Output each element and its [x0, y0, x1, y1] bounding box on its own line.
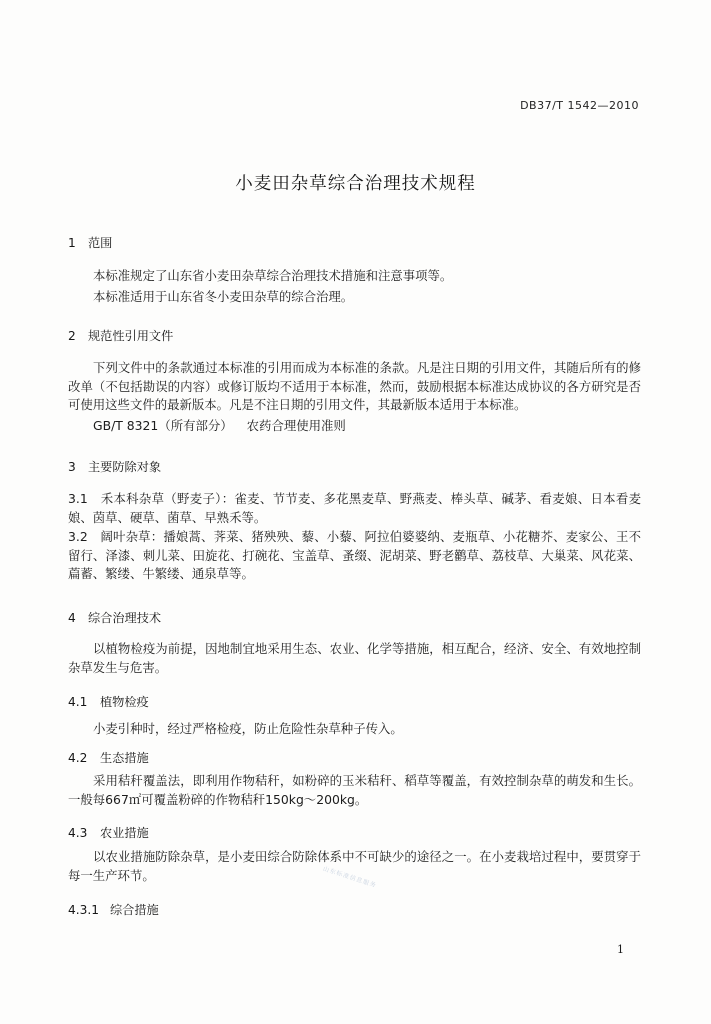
- section-title: 主要防除对象: [88, 460, 162, 474]
- section-4-heading: [68, 609, 161, 626]
- section-1-heading: [68, 234, 112, 251]
- subsection-4-3-heading: [68, 824, 149, 841]
- agricultural-measures-paragraph: 以农业措施防除杂草，是小麦田综合防除体系中不可缺少的途径之一。在小麦栽培过程中，要贯穿于每一生产环节。: [68, 849, 641, 883]
- section-2-heading: [68, 327, 173, 344]
- subsection-number: 4.3: [68, 826, 88, 840]
- section-title: 范围: [88, 236, 113, 250]
- section-3-heading: [68, 458, 161, 475]
- quarantine-text: 小麦引种时，经过严格检疫，防止危险性杂草种子传入。: [93, 721, 403, 736]
- grass-weeds-item: 3.1 禾本科杂草（野麦子）：雀麦、节节麦、多花黑麦草、野燕麦、棒头草、碱茅、看麦娘、日本看麦娘、茵草、硬草、菌草、早熟禾等。: [68, 491, 641, 525]
- integrated-control-paragraph: 以植物检疫为前提，因地制宜地采用生态、农业、化学等措施，相互配合，经济、安全、有效地控制杂草发生与危害。: [68, 641, 641, 675]
- reference-code: GB/T 8321（所有部分）: [93, 418, 233, 433]
- watermark: 山东标准信息服务: [321, 865, 378, 890]
- ecological-measures-paragraph: 采用秸秆覆盖法，即利用作物秸秆，如粉碎的玉米秸秆、稻草等覆盖，有效控制杂草的萌发和生长。一般每667㎡可覆盖粉碎的作物秸秆150kg～200kg。: [68, 773, 641, 807]
- document-title: 小麦田杂草综合治理技术规程: [235, 174, 476, 194]
- reference-title: 农药合理使用准则: [246, 418, 346, 433]
- section-number: 1: [68, 236, 76, 250]
- subsection-title: 农业措施: [100, 826, 149, 840]
- section-number: 3: [68, 460, 76, 474]
- broadleaf-weeds-item: 3.2 阔叶杂草：播娘蒿、荠菜、猪殃殃、藜、小藜、阿拉伯婆婆纳、麦瓶草、小花糖芥、麦家公、王不留行、泽漆、刺儿菜、田旋花、打碗花、宝盖草、蚤缀、泥胡菜、野老鹳草、荔枝草、大巢菜、风花菜、萹蓄、繁缕、牛繁缕、通泉草等。: [68, 529, 641, 581]
- section-number: 2: [68, 329, 76, 343]
- subsection-4-3-1-heading: [68, 901, 159, 918]
- subsection-4-2-heading: [68, 749, 149, 766]
- section-number: 4: [68, 611, 76, 625]
- subsection-title: 生态措施: [100, 751, 149, 765]
- subsection-number: 4.1: [68, 695, 88, 709]
- subsection-title: 植物检疫: [100, 695, 149, 709]
- section-title: 规范性引用文件: [88, 329, 174, 343]
- scope-line-1: 本标准规定了山东省小麦田杂草综合治理技术措施和注意事项等。: [93, 268, 453, 283]
- subsection-4-1-heading: [68, 693, 149, 710]
- scope-line-2: 本标准适用于山东省冬小麦田杂草的综合治理。: [93, 289, 354, 304]
- subsection-number: 4.3.1: [68, 903, 100, 917]
- page-number: 1: [617, 943, 624, 956]
- standard-code: DB37/T 1542—2010: [520, 99, 639, 112]
- subsection-title: 综合措施: [110, 903, 159, 917]
- reference-entry: [93, 416, 346, 434]
- normative-references-paragraph: 下列文件中的条款通过本标准的引用而成为本标准的条款。凡是注日期的引用文件，其随后所有的修改单（不包括勘误的内容）或修订版均不适用于本标准，然而，鼓励根据本标准达成协议的各方研究是否可使用这些文件的最新版本。凡是不注日期的引用文件，其最新版本适用于本标准。: [68, 360, 641, 412]
- subsection-number: 4.2: [68, 751, 88, 765]
- section-title: 综合治理技术: [88, 611, 162, 625]
